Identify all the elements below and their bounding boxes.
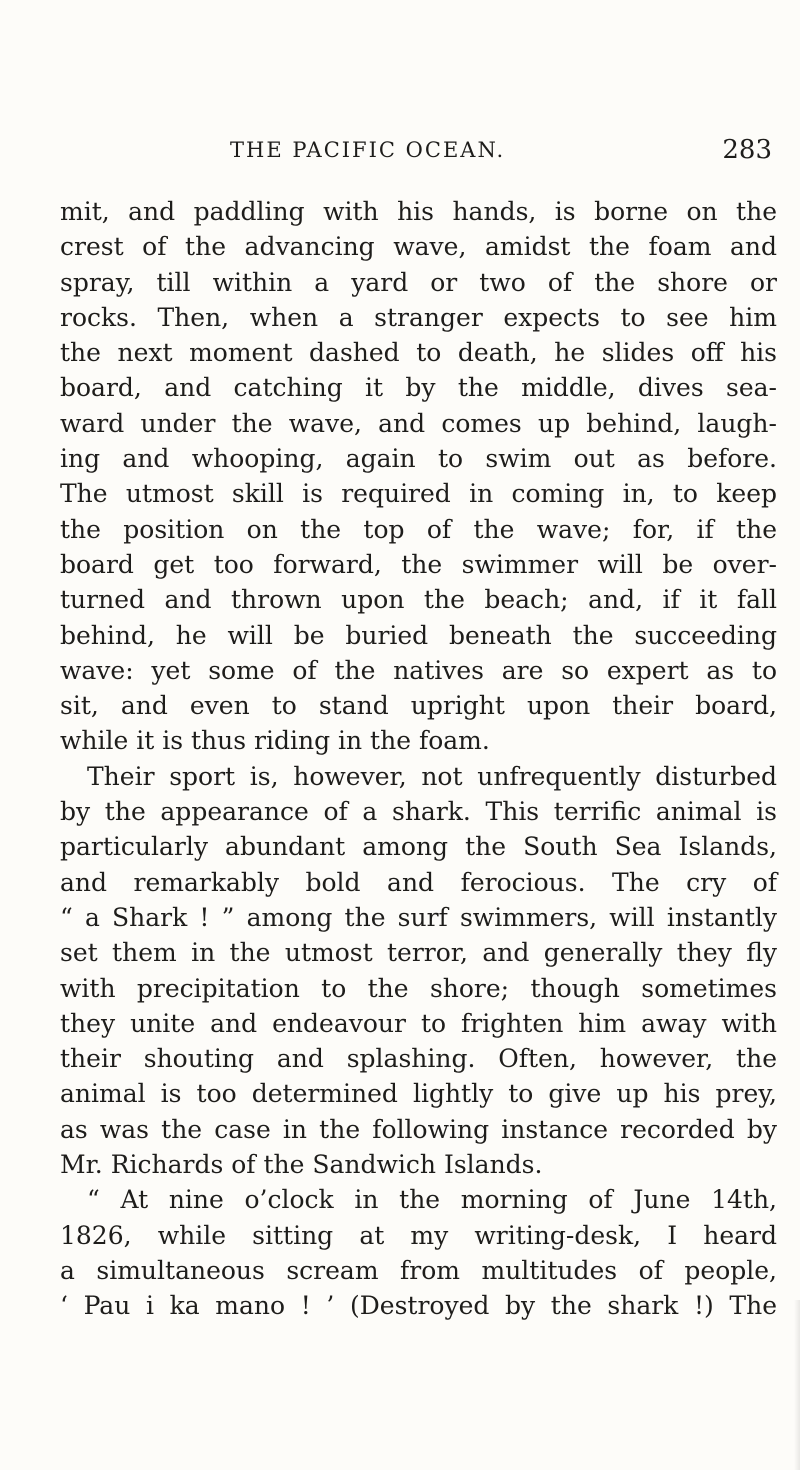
text-line: ing and whooping, again to swim out as before. [60, 444, 777, 474]
text-line: Mr. Richards of the Sandwich Islands. [60, 1150, 543, 1180]
text-line: “ At nine o’clock in the morning of June 14th, [87, 1185, 777, 1215]
text-line: “ a Shark ! ” among the surf swimmers, will instantly [60, 902, 777, 932]
text-line: 1826, while sitting at my writing-desk, I heard [60, 1220, 777, 1250]
page-edge-shadow [794, 1300, 800, 1470]
text-line: animal is too determined lightly to give up his prey, [60, 1079, 777, 1109]
page-number: 283 [722, 135, 772, 165]
text-line: and remarkably bold and ferocious. The cry of [60, 867, 777, 897]
text-line: turned and thrown upon the beach; and, if it fall [60, 585, 777, 615]
text-line: wave: yet some of the natives are so expert as to [60, 655, 777, 685]
text-line: rocks. Then, when a stranger expects to see him [60, 302, 777, 332]
text-line: ‘ Pau i ka mano ! ’ (Destroyed by the shark !) The [60, 1291, 777, 1321]
text-line: the next moment dashed to death, he slides off his [60, 338, 777, 368]
running-header [0, 135, 800, 168]
text-line: ward under the wave, and comes up behind, laugh- [60, 408, 777, 438]
text-line: mit, and paddling with his hands, is borne on the [60, 197, 777, 226]
text-line: the position on the top of the wave; for, if the [60, 514, 777, 544]
text-line: crest of the advancing wave, amidst the foam and [60, 232, 777, 262]
text-line: spray, till within a yard or two of the shore or [60, 267, 777, 297]
text-line: Their sport is, however, not unfrequently disturbed [87, 761, 777, 791]
body-text [60, 194, 777, 1324]
text-line: they unite and endeavour to frighten him away with [60, 1008, 777, 1038]
text-line: behind, he will be buried beneath the succeeding [60, 620, 777, 650]
text-line: The utmost skill is required in coming in, to keep [60, 479, 777, 509]
text-line: as was the case in the following instance recorded by [60, 1114, 777, 1144]
text-line: set them in the utmost terror, and generally they fly [60, 938, 777, 968]
text-line: while it is thus riding in the foam. [60, 726, 490, 756]
text-line: sit, and even to stand upright upon their board, [60, 691, 777, 721]
text-line: a simultaneous scream from multitudes of people, [60, 1255, 777, 1285]
running-title: THE PACIFIC OCEAN. [230, 138, 506, 162]
text-line: with precipitation to the shore; though sometimes [60, 973, 777, 1003]
text-line: board get too forward, the swimmer will be over- [60, 549, 777, 579]
text-line: by the appearance of a shark. This terrific animal is [60, 797, 777, 827]
text-line: their shouting and splashing. Often, however, the [60, 1044, 777, 1074]
text-line: board, and catching it by the middle, dives sea- [60, 373, 777, 403]
text-line: particularly abundant among the South Sea Islands, [60, 832, 777, 862]
